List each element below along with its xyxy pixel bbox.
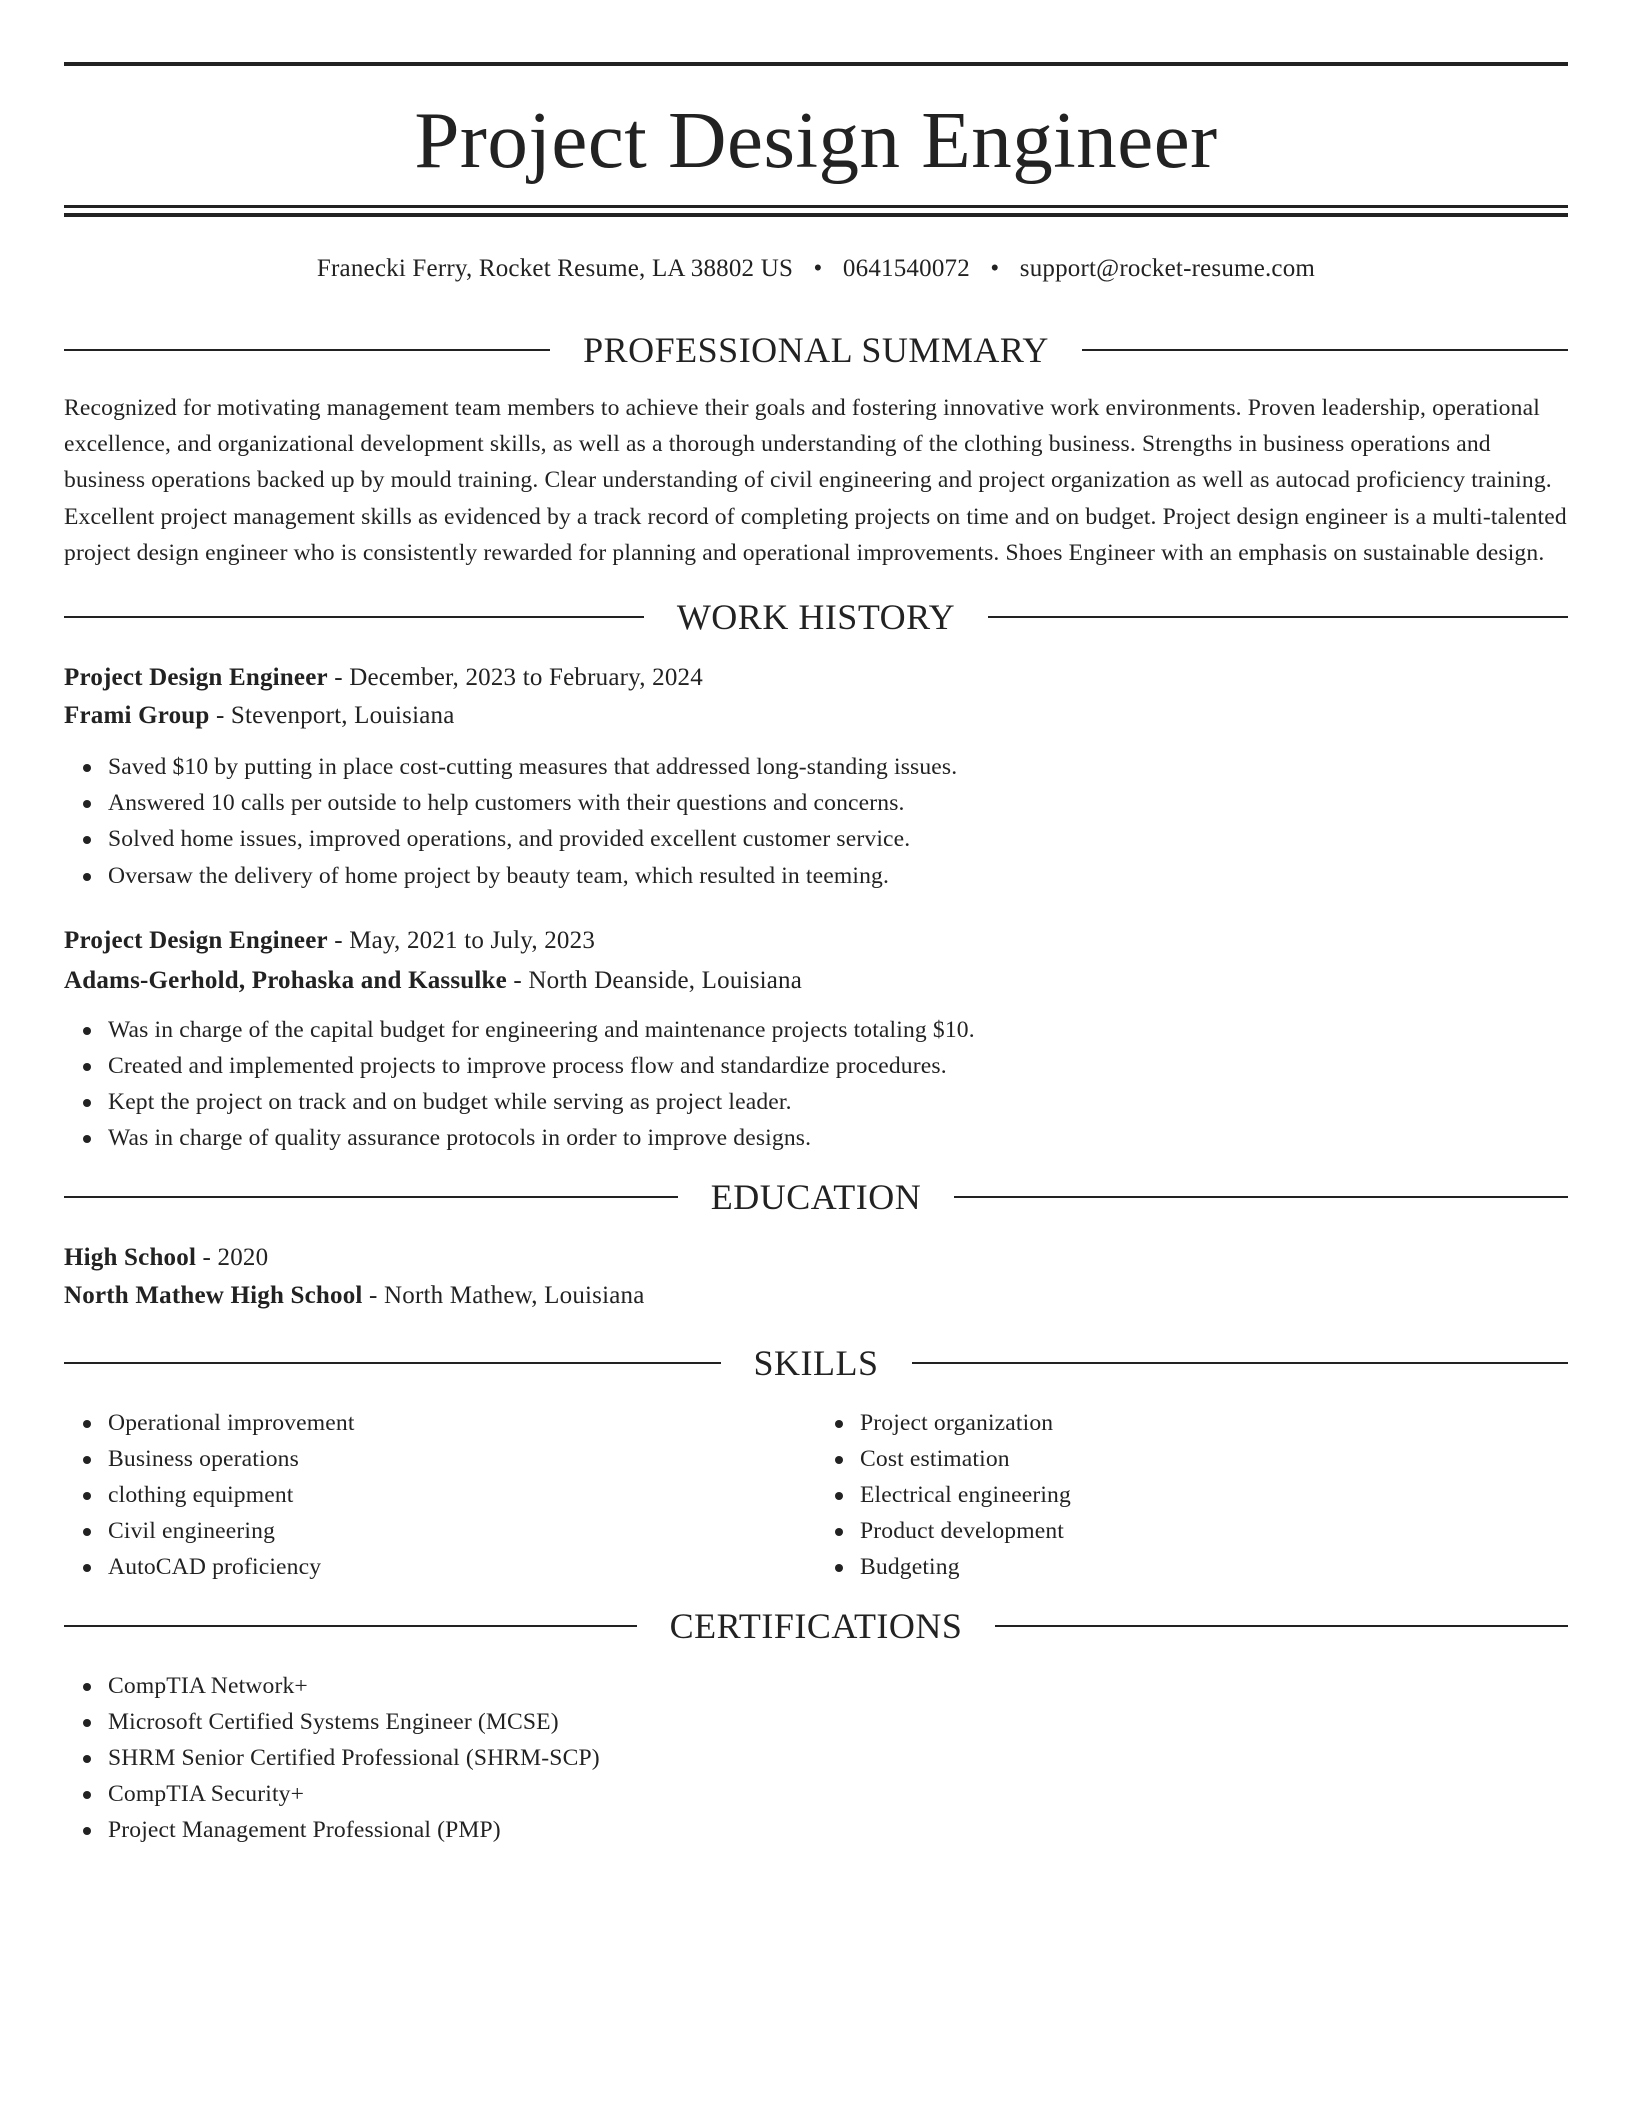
section-title: SKILLS xyxy=(753,1342,879,1383)
heading-rule xyxy=(995,1625,1568,1627)
list-item: AutoCAD proficiency xyxy=(108,1549,816,1585)
skills-column-right xyxy=(816,1405,1568,1586)
work-entry xyxy=(64,922,1568,1157)
job-dates: - May, 2021 to July, 2023 xyxy=(327,926,596,954)
list-item: clothing equipment xyxy=(108,1477,816,1513)
list-item: SHRM Senior Certified Professional (SHRM-SCP) xyxy=(108,1740,1568,1776)
list-item: Project Management Professional (PMP) xyxy=(108,1812,1568,1848)
job-company: Frami Group xyxy=(64,702,210,730)
list-item: Project organization xyxy=(860,1405,1568,1441)
heading-rule xyxy=(64,1196,678,1198)
job-role: Project Design Engineer xyxy=(64,926,328,954)
education-entry xyxy=(64,1239,1568,1315)
contact-separator: • xyxy=(813,255,823,282)
job-title-line xyxy=(64,659,1568,697)
heading-rule xyxy=(912,1362,1569,1364)
summary-text: Recognized for motivating management team members to achieve their goals and fostering innovative work environments. Proven leadership, operational excellence, and organizational development skills, as well as a thorough understanding of the clothing business. Strengths in business operations and business operations backed up by mould training. Clear understanding of civil engineering and project organization as well as autocad proficiency training. Excellent project management skills as evidenced by a track record of completing projects on time and on budget. Project design engineer is a multi-talented project design engineer who is consistently rewarded for planning and operational improvements. Shoes Engineer with an emphasis on sustainable design. xyxy=(64,395,1567,566)
job-company-line xyxy=(64,697,1568,735)
list-item: CompTIA Network+ xyxy=(108,1668,1568,1704)
certifications-list xyxy=(64,1668,1568,1849)
list-item: Business operations xyxy=(108,1441,816,1477)
list-item: CompTIA Security+ xyxy=(108,1776,1568,1812)
job-bullets xyxy=(64,1012,1568,1157)
list-item: Saved $10 by putting in place cost-cutting measures that addressed long-standing issues. xyxy=(108,749,1568,785)
section-heading-skills xyxy=(64,1343,1568,1383)
skills-grid xyxy=(64,1405,1568,1586)
top-rule xyxy=(64,62,1568,66)
section-title: CERTIFICATIONS xyxy=(669,1605,963,1646)
list-item: Was in charge of quality assurance protocols in order to improve designs. xyxy=(108,1120,1568,1156)
heading-rule xyxy=(64,1362,721,1364)
job-company-line xyxy=(64,962,1568,1000)
education-year: - 2020 xyxy=(196,1243,269,1271)
contact-address: Franecki Ferry, Rocket Resume, LA 38802 US xyxy=(316,255,794,282)
section-heading-work xyxy=(64,597,1568,637)
education-degree-line xyxy=(64,1239,1568,1277)
list-item: Kept the project on track and on budget while serving as project leader. xyxy=(108,1084,1568,1120)
section-heading-education xyxy=(64,1177,1568,1217)
contact-email: support@rocket-resume.com xyxy=(1019,255,1316,282)
list-item: Civil engineering xyxy=(108,1513,816,1549)
section-title: WORK HISTORY xyxy=(676,597,956,638)
heading-rule xyxy=(954,1196,1568,1198)
list-item: Microsoft Certified Systems Engineer (MCSE) xyxy=(108,1704,1568,1740)
list-item: Oversaw the delivery of home project by beauty team, which resulted in teeming. xyxy=(108,858,1568,894)
heading-rule xyxy=(988,616,1568,618)
section-heading-summary xyxy=(64,330,1568,370)
education-location: - North Mathew, Louisiana xyxy=(362,1281,645,1309)
heading-rule xyxy=(64,616,644,618)
work-entry xyxy=(64,659,1568,894)
education-school-line xyxy=(64,1277,1568,1315)
skills-list xyxy=(64,1405,816,1586)
list-item: Answered 10 calls per outside to help customers with their questions and concerns. xyxy=(108,785,1568,821)
list-item: Operational improvement xyxy=(108,1405,816,1441)
list-item: Electrical engineering xyxy=(860,1477,1568,1513)
section-title: EDUCATION xyxy=(710,1176,922,1217)
list-item: Was in charge of the capital budget for engineering and maintenance projects totaling $10. xyxy=(108,1012,1568,1048)
heading-rule xyxy=(64,349,550,351)
job-role: Project Design Engineer xyxy=(64,664,328,692)
education-degree: High School xyxy=(64,1243,197,1271)
contact-phone: 0641540072 xyxy=(842,255,970,282)
education-school: North Mathew High School xyxy=(64,1281,363,1309)
page-title: Project Design Engineer xyxy=(414,95,1218,185)
heading-rule xyxy=(1082,349,1568,351)
heading-rule xyxy=(64,1625,637,1627)
job-title-line xyxy=(64,922,1568,960)
job-dates: - December, 2023 to February, 2024 xyxy=(327,664,703,692)
list-item: Product development xyxy=(860,1513,1568,1549)
list-item: Created and implemented projects to improve process flow and standardize procedures. xyxy=(108,1048,1568,1084)
skills-column-left xyxy=(64,1405,816,1586)
job-location: - North Deanside, Louisiana xyxy=(506,966,803,994)
skills-list xyxy=(816,1405,1568,1586)
contact-separator: • xyxy=(990,255,1000,282)
section-title: PROFESSIONAL SUMMARY xyxy=(583,330,1049,370)
list-item: Solved home issues, improved operations, and provided excellent customer service. xyxy=(108,821,1568,857)
job-company: Adams-Gerhold, Prohaska and Kassulke xyxy=(64,966,507,994)
section-heading-certifications xyxy=(64,1606,1568,1646)
job-bullets xyxy=(64,749,1568,894)
job-location: - Stevenport, Louisiana xyxy=(209,702,455,730)
contact-line xyxy=(64,254,1568,284)
list-item: Budgeting xyxy=(860,1549,1568,1585)
list-item: Cost estimation xyxy=(860,1441,1568,1477)
title-double-rule xyxy=(64,205,1568,217)
